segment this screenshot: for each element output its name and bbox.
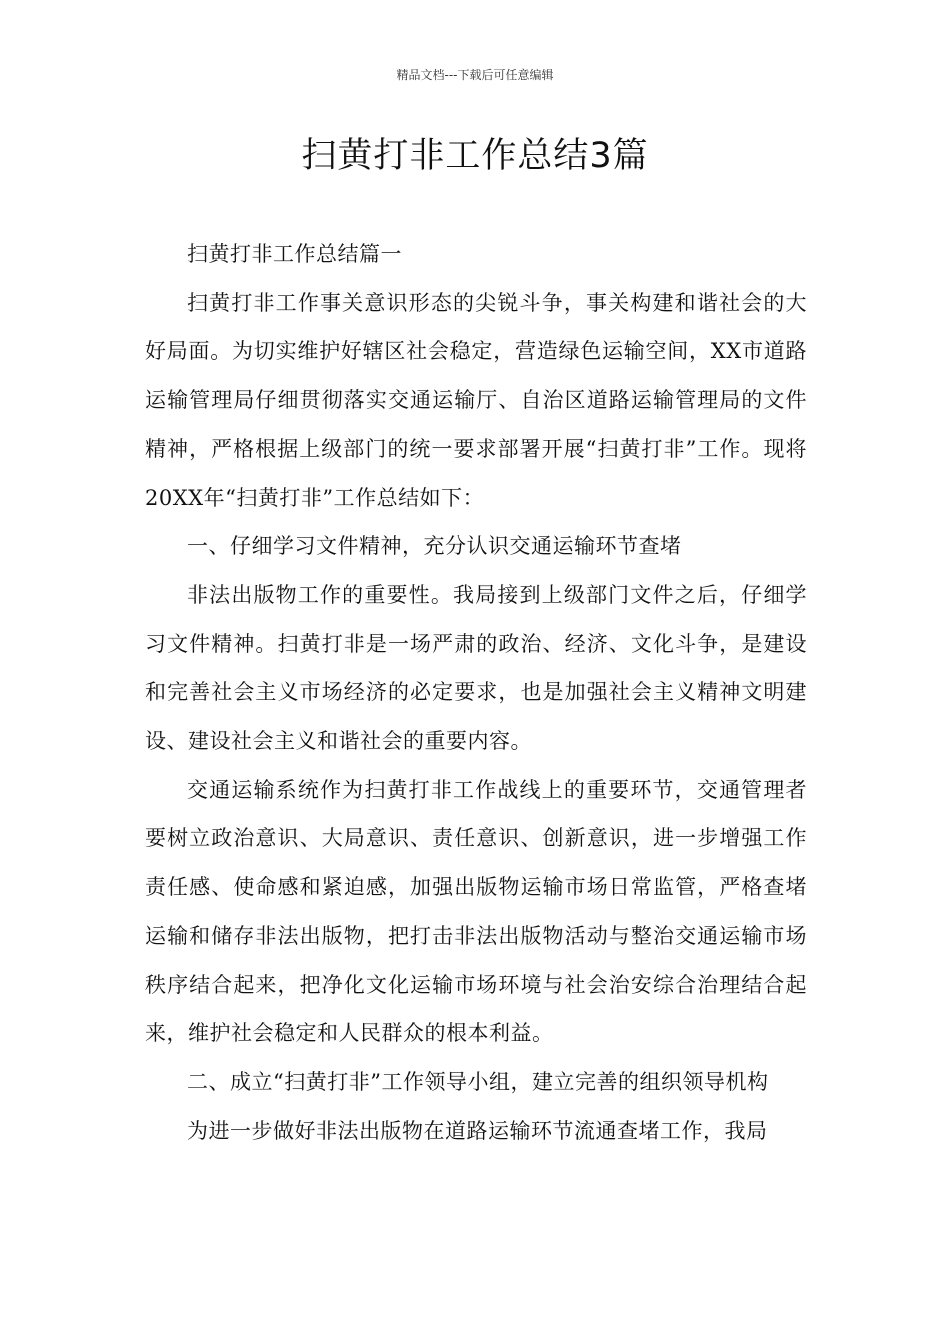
section-heading-2: 一、仔细学习文件精神，充分认识交通运输环节查堵 <box>187 534 682 559</box>
paragraph-continued: 为进一步做好非法出版物在道路运输环节流通查堵工作，我局 <box>187 1118 768 1143</box>
section-heading-3: 二、成立“扫黄打非”工作领导小组，建立完善的组织领导机构 <box>187 1069 769 1094</box>
document-title: 扫黄打非工作总结3篇 <box>301 136 649 176</box>
document-body <box>145 230 807 1155</box>
header-note: 精品文档---下载后可任意编辑 <box>396 68 554 82</box>
paragraph-intro: 扫黄打非工作事关意识形态的尖锐斗争，事关构建和谐社会的大好局面。为切实维护好辖区社会稳定，营造绿色运输空间，XX市道路运输管理局仔细贯彻落实交通运输厅、自治区道路运输管理局的文件精神，严格根据上级部门的统一要求部署开展“扫黄打非”工作。现将20XX年“扫黄打非”工作总结如下： <box>145 290 807 510</box>
paragraph-transport-role: 交通运输系统作为扫黄打非工作战线上的重要环节，交通管理者要树立政治意识、大局意识、责任意识、创新意识，进一步增强工作责任感、使命感和紧迫感，加强出版物运输市场日常监管，严格查堵运输和储存非法出版物，把打击非法出版物活动与整治交通运输市场秩序结合起来，把净化文化运输市场环境与社会治安综合治理结合起来，维护社会稳定和人民群众的根本利益。 <box>145 777 807 1046</box>
paragraph-importance: 非法出版物工作的重要性。我局接到上级部门文件之后，仔细学习文件精神。扫黄打非是一场严肃的政治、经济、文化斗争，是建设和完善社会主义市场经济的必定要求，也是加强社会主义精神文明建设、建设社会主义和谐社会的重要内容。 <box>145 582 807 754</box>
section-heading-1: 扫黄打非工作总结篇一 <box>187 242 402 266</box>
